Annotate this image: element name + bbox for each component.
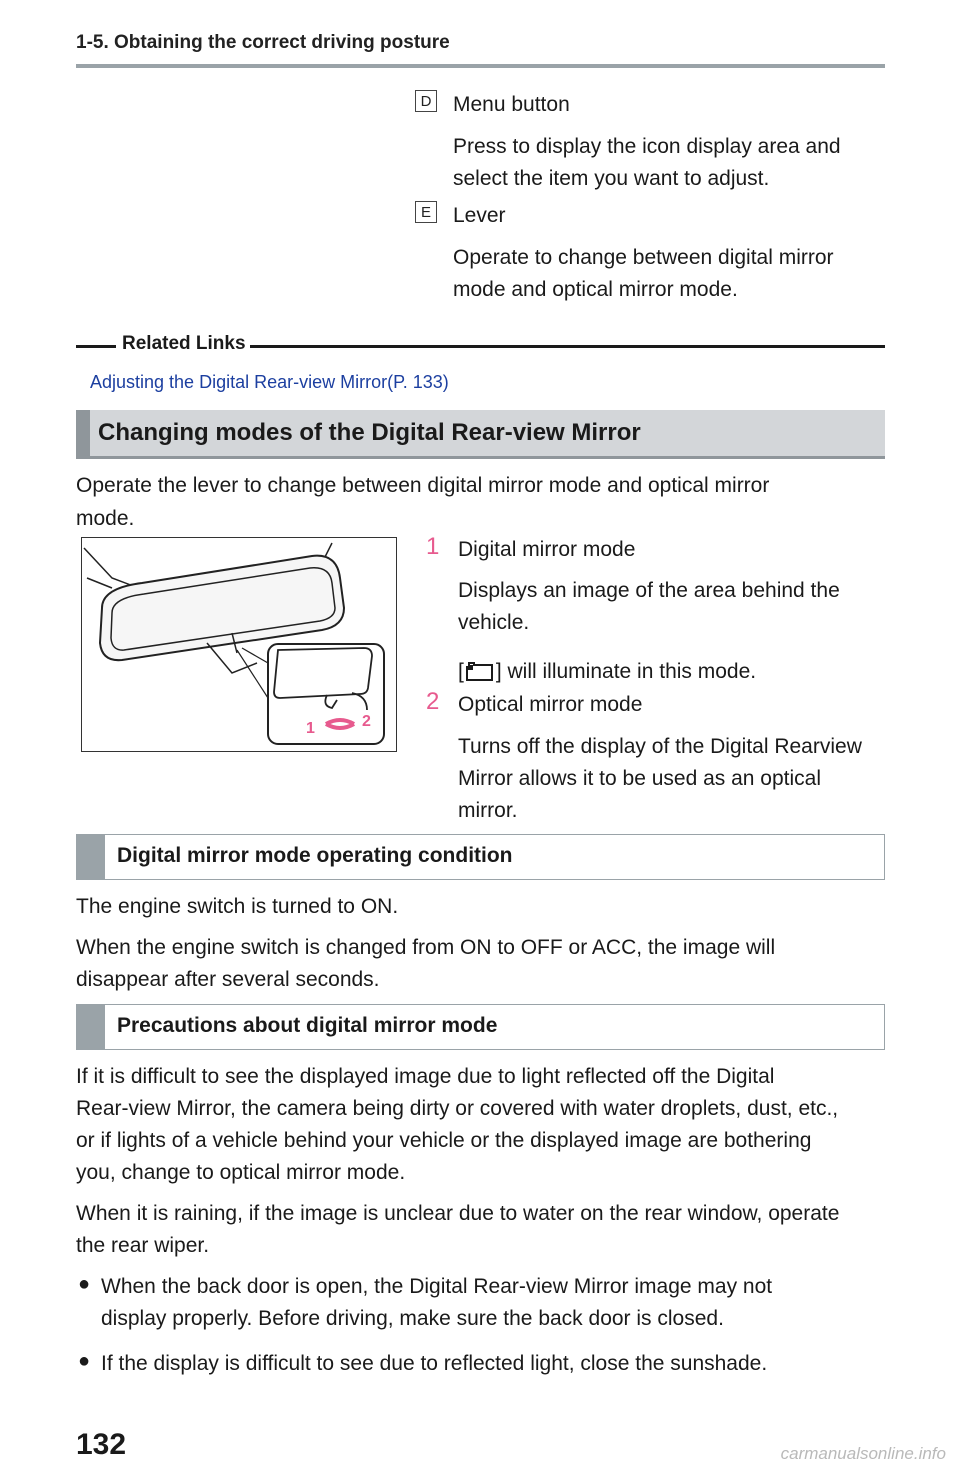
mode-number-1: 1	[426, 533, 440, 560]
related-links-title: Related Links	[118, 333, 250, 355]
mode-desc-line: Mirror allows it to be used as an optical	[458, 767, 821, 790]
figure-label-1: 1	[306, 720, 315, 737]
section-stripe	[76, 410, 90, 456]
mode-number-2: 2	[426, 688, 440, 715]
related-link-adjusting[interactable]: Adjusting the Digital Rear-view Mirror(P. 133)	[90, 372, 449, 392]
subheading-precautions	[76, 1004, 885, 1050]
precaution-text: When it is raining, if the image is unclear due to water on the rear window, operate	[76, 1202, 840, 1225]
header-rule	[76, 64, 885, 68]
camera-icon	[465, 661, 495, 683]
subheading-condition	[76, 834, 885, 880]
section-title: Changing modes of the Digital Rear-view Mirror	[98, 419, 641, 446]
precaution-text: or if lights of a vehicle behind your vehicle or the displayed image are bothering	[76, 1129, 812, 1152]
page-number: 132	[76, 1428, 127, 1461]
subheading-title: Precautions about digital mirror mode	[117, 1014, 498, 1037]
condition-text: The engine switch is turned to ON.	[76, 895, 399, 918]
item-desc-line: mode and optical mirror mode.	[453, 278, 738, 301]
bullet-text: When the back door is open, the Digital Rear-view Mirror image may not	[101, 1275, 773, 1298]
condition-text: disappear after several seconds.	[76, 968, 380, 991]
section-heading-bar	[76, 410, 885, 459]
mode-title-digital: Digital mirror mode	[458, 538, 636, 561]
item-desc-line: Press to display the icon display area and	[453, 135, 841, 158]
bullet-icon: ●	[78, 1350, 91, 1372]
callout-letter-d: D	[415, 90, 437, 112]
precaution-text: If it is difficult to see the displayed image due to light reflected off the Digital	[76, 1065, 775, 1088]
figure-label-2: 2	[362, 713, 371, 730]
section-intro: Operate the lever to change between digital mirror mode and optical mirror	[76, 474, 770, 497]
item-title-menu-button: Menu button	[453, 93, 570, 116]
bracket-open: [	[458, 660, 464, 683]
item-desc-line: select the item you want to adjust.	[453, 167, 770, 190]
subheading-stripe	[77, 835, 105, 879]
precaution-text: Rear-view Mirror, the camera being dirty or covered with water droplets, dust, etc.,	[76, 1097, 839, 1120]
item-title-lever: Lever	[453, 204, 506, 227]
condition-text: When the engine switch is changed from ON to OFF or ACC, the image will	[76, 936, 776, 959]
item-desc-line: Operate to change between digital mirror	[453, 246, 834, 269]
callout-letter-e: E	[415, 201, 437, 223]
mode-title-optical: Optical mirror mode	[458, 693, 643, 716]
related-rule-left	[76, 345, 116, 348]
bullet-text: display properly. Before driving, make sure the back door is closed.	[101, 1307, 724, 1330]
running-header: 1-5. Obtaining the correct driving posture	[76, 32, 450, 53]
precaution-text: you, change to optical mirror mode.	[76, 1161, 406, 1184]
subheading-title: Digital mirror mode operating condition	[117, 844, 513, 867]
related-rule-right	[250, 345, 885, 348]
watermark-footer: carmanualsonline.info	[780, 1444, 946, 1463]
section-intro: mode.	[76, 507, 135, 530]
subheading-stripe	[77, 1005, 105, 1049]
indicator-text: ] will illuminate in this mode.	[495, 660, 757, 683]
precaution-text: the rear wiper.	[76, 1234, 210, 1257]
mode-desc-line: vehicle.	[458, 611, 530, 634]
mirror-illustration	[81, 537, 397, 752]
bullet-text: If the display is difficult to see due to reflected light, close the sunshade.	[101, 1352, 768, 1375]
mode-indicator-line	[458, 656, 756, 688]
mode-desc-line: mirror.	[458, 799, 518, 822]
mode-desc-line: Displays an image of the area behind the	[458, 579, 840, 602]
bullet-icon: ●	[78, 1273, 91, 1295]
mirror-drawing	[82, 538, 396, 751]
mode-desc-line: Turns off the display of the Digital Rearview	[458, 735, 862, 758]
